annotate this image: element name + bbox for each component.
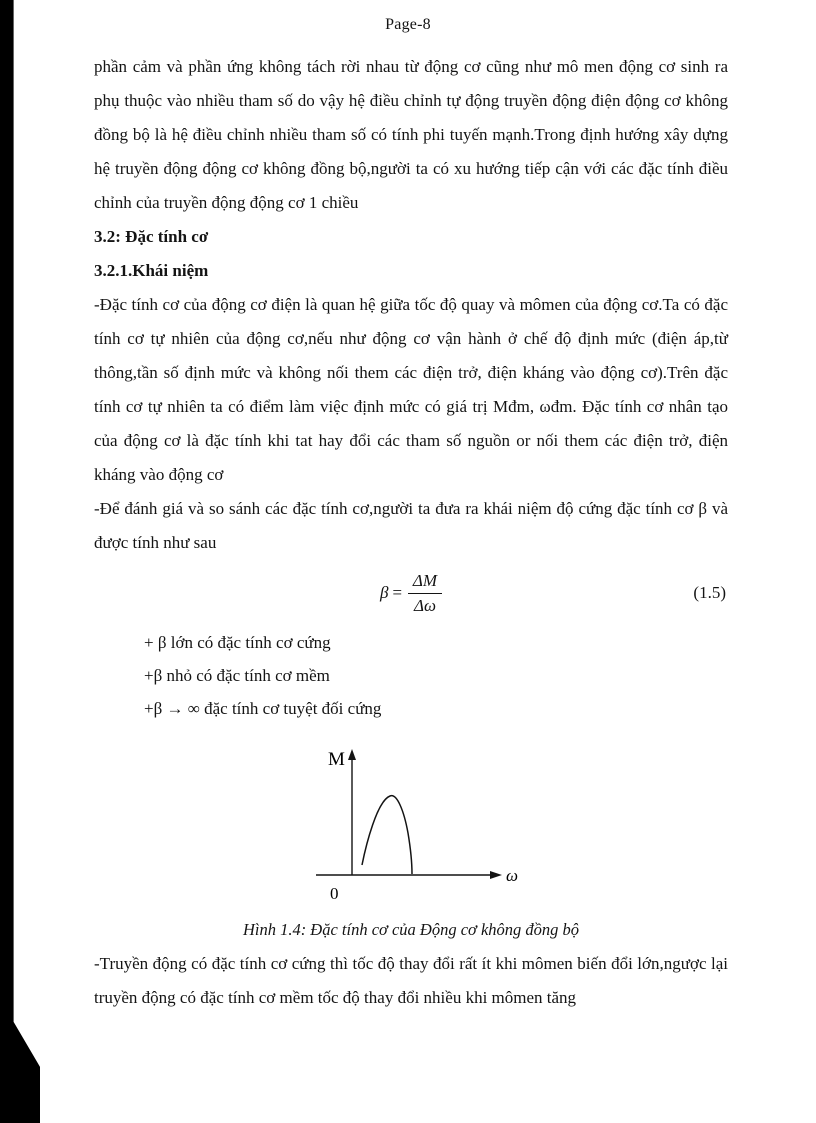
beta-property-list [144, 626, 728, 725]
formula-equals: = [391, 583, 403, 602]
bullet-beta-infinity: +β → ∞ đặc tính cơ tuyệt đối cứng [144, 699, 382, 718]
paragraph-intro: phần cảm và phần ứng không tách rời nhau từ động cơ cũng như mô men động cơ sinh ra phụ thuộc vào nhiều tham số do vậy hệ điều chỉnh tự động truyền động điện động cơ không đồng bộ là hệ điều chỉnh nhiều tham số có tính phi tuyến mạnh.Trong định hướng xây dựng hệ truyền động động cơ không đồng bộ,người ta có xu hướng tiếp cận với các đặc tính điều chỉnh của truyền động động cơ 1 chiều [94, 57, 728, 212]
bullet-beta-large: + β lớn có đặc tính cơ cứng [144, 633, 331, 652]
paragraph-dac-tinh-co: -Đặc tính cơ của động cơ điện là quan hệ giữa tốc độ quay và mômen của động cơ.Ta có đặc tính cơ tự nhiên của động cơ,nếu như động cơ vận hành ở chế độ định mức (điện áp,từ thông,tần số định mức và không nối them các điện trở, điện kháng vào động cơ).Trên đặc tính cơ tự nhiên ta có điểm làm việc định mức có giá trị Mđm, ωđm. Đặc tính cơ nhân tạo của động cơ là đặc tính khi tat hay đổi các tham số nguồn or nối them các điện trở, điện kháng vào động cơ [94, 295, 728, 484]
formula-numerator: ΔM [408, 570, 442, 593]
figure-x-axis-arrow-icon [490, 871, 502, 879]
figure-y-axis-arrow-icon [348, 749, 356, 760]
formula-fraction [408, 570, 442, 616]
paragraph-conclusion: -Truyền động có đặc tính cơ cứng thì tốc độ thay đổi rất ít khi mômen biến đổi lớn,ngược lại truyền động có đặc tính cơ mềm tốc độ thay đổi nhiều khi mômen tăng [94, 954, 728, 1007]
section-heading-3-2-1: 3.2.1.Khái niệm [94, 261, 209, 280]
equation-1-5 [94, 564, 728, 622]
formula-denominator: Δω [413, 595, 436, 615]
figure-y-axis-label: M [328, 749, 345, 770]
figure-caption: Hình 1.4: Đặc tính cơ của Động cơ không đồng bộ [242, 920, 580, 939]
figure-1-4-torque-speed-curve [292, 747, 536, 907]
equation-number: (1.5) [693, 583, 726, 602]
section-heading-3-2: 3.2: Đặc tính cơ [94, 227, 209, 246]
formula-lhs: β [379, 583, 389, 602]
page-content [0, 34, 816, 1015]
page-number-header: Page-8 [385, 16, 431, 33]
figure-origin-label: 0 [330, 884, 339, 903]
figure-x-axis-label: ω [506, 866, 519, 885]
figure-characteristic-curve [362, 796, 412, 874]
bullet-beta-small: +β nhỏ có đặc tính cơ mềm [144, 666, 330, 685]
paragraph-do-cung-beta: -Để đánh giá và so sánh các đặc tính cơ,người ta đưa ra khái niệm độ cứng đặc tính cơ β và được tính như sau [94, 499, 728, 552]
formula-beta [380, 570, 442, 616]
